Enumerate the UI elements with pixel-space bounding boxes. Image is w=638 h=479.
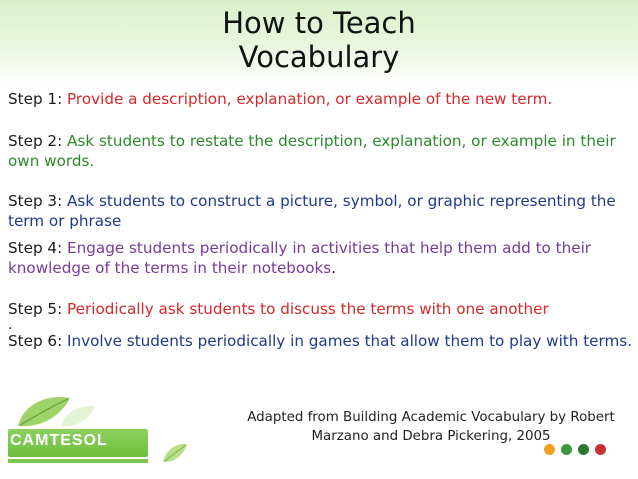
step-5: Step 5: Periodically ask students to discuss the terms with one another	[8, 299, 549, 318]
step-1-label: Step 1	[8, 90, 58, 108]
step-5-label: Step 5	[8, 299, 58, 318]
slide-title	[0, 6, 638, 74]
leaf-outline-icon	[58, 402, 98, 430]
caption-line-1: Adapted from Building Academic Vocabulary by Robert	[247, 410, 615, 425]
step-2-label: Step 2	[8, 131, 58, 150]
camtesol-logo: CAMTESOL	[10, 432, 108, 449]
step-3-text: Ask students to construct a picture, symbol, or graphic representing the term or phrase	[8, 191, 616, 230]
source-caption	[236, 408, 626, 446]
title-line-1: How to Teach	[222, 6, 416, 40]
step-2-text: Ask students to restate the description, explanation, or example in their own words.	[8, 131, 616, 170]
step-6-text: Involve students periodically in games that allow them to play with terms.	[67, 332, 633, 350]
step-1: Step 1: Provide a description, explanation, or example of the new term.	[8, 90, 553, 108]
step-1-text: Provide a description, explanation, or example of the new term.	[67, 90, 553, 108]
steps-list	[8, 89, 633, 352]
step-6: Step 6: Involve students periodically in games that allow them to play with terms.	[8, 332, 633, 350]
step-3: Step 3: Ask students to construct a picture, symbol, or graphic representing the term or phrase	[8, 191, 616, 230]
step-4-text: Engage students periodically in activities that help them add to their knowledge of the terms in their notebooks	[8, 238, 592, 277]
dot-orange-icon	[544, 444, 555, 455]
step-2: Step 2: Ask students to restate the description, explanation, or example in their own words.	[8, 131, 616, 170]
dot-green-icon	[561, 444, 572, 455]
step-3-label: Step 3	[8, 191, 58, 210]
logo-underline	[8, 459, 148, 463]
dot-darkgreen-icon	[578, 444, 589, 455]
step-4: Step 4: Engage students periodically in activities that help them add to their knowledge of the terms in their notebooks.	[8, 238, 592, 277]
small-leaf-icon	[160, 440, 190, 466]
caption-line-2: Marzano and Debra Pickering, 2005	[311, 429, 551, 444]
dot-red-icon	[595, 444, 606, 455]
step-6-label: Step 6	[8, 332, 58, 350]
step-4-label: Step 4	[8, 238, 58, 257]
step-5-text: Periodically ask students to discuss the terms with one another	[67, 299, 549, 318]
stray-period: .	[8, 317, 13, 333]
title-line-2: Vocabulary	[238, 40, 400, 74]
